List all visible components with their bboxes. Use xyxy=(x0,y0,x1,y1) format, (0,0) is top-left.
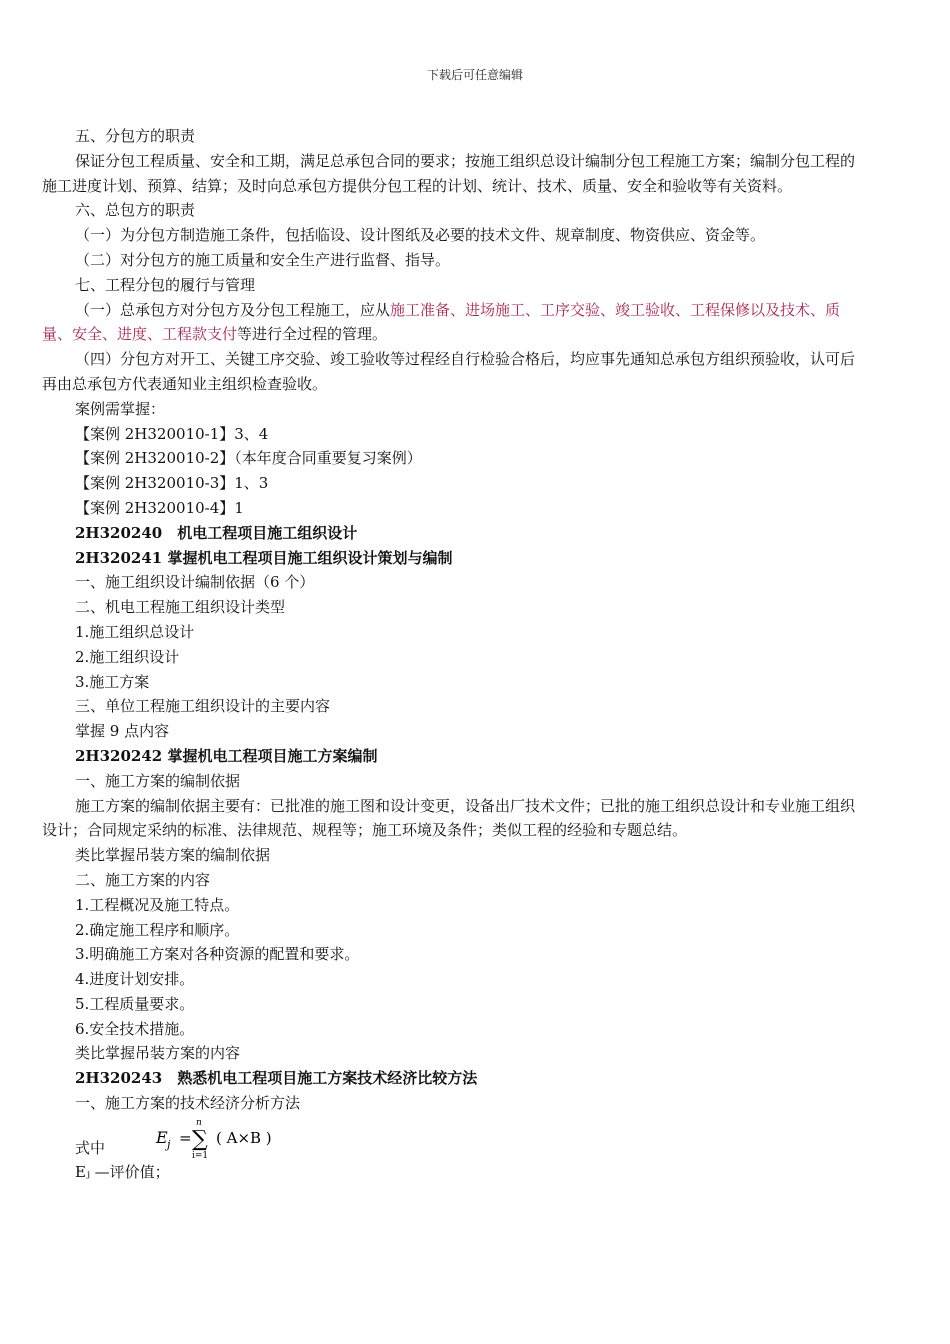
case-item: 【案例 2H320010-2】（本年度合同重要复习案例） xyxy=(75,449,422,468)
list-item: 1.工程概况及施工特点。 xyxy=(75,895,240,914)
list-item: 2.确定施工程序和顺序。 xyxy=(75,920,240,939)
list-item: 一、施工组织设计编制依据（6 个） xyxy=(75,573,315,592)
document-body xyxy=(42,124,864,1185)
section-6-item-1: （一）为分包方制造施工条件，包括临设、设计图纸及必要的技术文件、规章制度、物资供应、资金等。 xyxy=(75,226,766,245)
formula-lhs: E xyxy=(156,1127,168,1147)
section-7-item-1 xyxy=(42,298,864,348)
list-item: 掌握 9 点内容 xyxy=(75,722,170,741)
formula-lower: i=1 xyxy=(192,1150,209,1160)
list-item: 2.施工组织设计 xyxy=(75,647,180,666)
list-item: 二、机电工程施工组织设计类型 xyxy=(75,598,286,617)
ej-definition: Eⱼ —评价值； xyxy=(75,1162,170,1181)
formula-equals: = xyxy=(179,1128,192,1147)
section-6-item-2: （二）对分包方的施工质量和安全生产进行监督、指导。 xyxy=(75,250,451,269)
section-5-title: 五、分包方的职责 xyxy=(75,127,196,145)
section-7-item-1-post: 等进行全过程的管理。 xyxy=(237,325,388,344)
section-7-title: 七、工程分包的履行与管理 xyxy=(75,275,256,294)
case-item: 【案例 2H320010-3】1、3 xyxy=(75,474,269,493)
list-item: 类比掌握吊装方案的内容 xyxy=(75,1044,241,1063)
evaluation-formula xyxy=(42,1116,864,1160)
formula-lhs-sub: j xyxy=(167,1137,171,1151)
heading-2h320240: 2H320240 机电工程项目施工组织设计 xyxy=(75,523,358,542)
formula-sigma: ∑ xyxy=(192,1126,208,1152)
section-7-item-1-highlight: 施工准备、进场施工、工序交验、竣工验收、工程保修以及技术、质量、安全、进度、工程款支付 xyxy=(42,300,841,344)
list-item: 三、单位工程施工组织设计的主要内容 xyxy=(75,697,331,716)
case-title: 案例需掌握： xyxy=(75,399,166,418)
list-item: 6.安全技术措施。 xyxy=(75,1019,195,1038)
heading-2h320241: 2H320241 掌握机电工程项目施工组织设计策划与编制 xyxy=(75,548,453,567)
heading-2h320243-sub-1: 一、施工方案的技术经济分析方法 xyxy=(75,1094,301,1113)
heading-2h320242: 2H320242 掌握机电工程项目施工方案编制 xyxy=(75,746,378,765)
list-item: 5.工程质量要求。 xyxy=(75,994,195,1013)
formula-graphic xyxy=(152,1116,292,1160)
formula-prefix: 式中 xyxy=(75,1138,106,1157)
case-item: 【案例 2H320010-4】1 xyxy=(75,498,244,517)
list-item: 3.施工方案 xyxy=(75,672,150,691)
list-item: 类比掌握吊装方案的编制依据 xyxy=(75,846,271,865)
section-7-item-1-pre: （一）总承包方对分包方及分包工程施工，应从 xyxy=(75,300,391,319)
list-item: 4.进度计划安排。 xyxy=(75,970,195,989)
list-item: 二、施工方案的内容 xyxy=(75,870,211,889)
heading-2h320242-sub-1: 一、施工方案的编制依据 xyxy=(75,771,241,790)
formula-upper: n xyxy=(196,1117,202,1128)
list-item: 3.明确施工方案对各种资源的配置和要求。 xyxy=(75,945,360,964)
page-header: 下载后可任意编辑 xyxy=(426,68,523,82)
case-item: 【案例 2H320010-1】3、4 xyxy=(75,424,269,443)
heading-2h320243: 2H320243 熟悉机电工程项目施工方案技术经济比较方法 xyxy=(75,1069,478,1088)
section-7-item-4: （四）分包方对开工、关键工序交验、竣工验收等过程经自行检验合格后，均应事先通知总承包方组织预验收，认可后再由总承包方代表通知业主组织检查验收。 xyxy=(42,350,856,393)
list-item: 1.施工组织总设计 xyxy=(75,622,195,641)
section-5-body: 保证分包工程质量、安全和工期，满足总承包合同的要求；按施工组织总设计编制分包工程施工方案；编制分包工程的施工进度计划、预算、结算；及时向总承包方提供分包工程的计划、统计、技术、质量、安全和验收等有关资料。 xyxy=(42,151,856,195)
heading-2h320242-body: 施工方案的编制依据主要有：已批准的施工图和设计变更，设备出厂技术文件；已批的施工组织总设计和专业施工组织设计；合同规定采纳的标准、法律规范、规程等；施工环境及条件；类似工程的经验和专题总结。 xyxy=(42,796,856,840)
formula-body: ( A×B ) xyxy=(216,1128,272,1147)
section-6-title: 六、总包方的职责 xyxy=(75,201,196,220)
